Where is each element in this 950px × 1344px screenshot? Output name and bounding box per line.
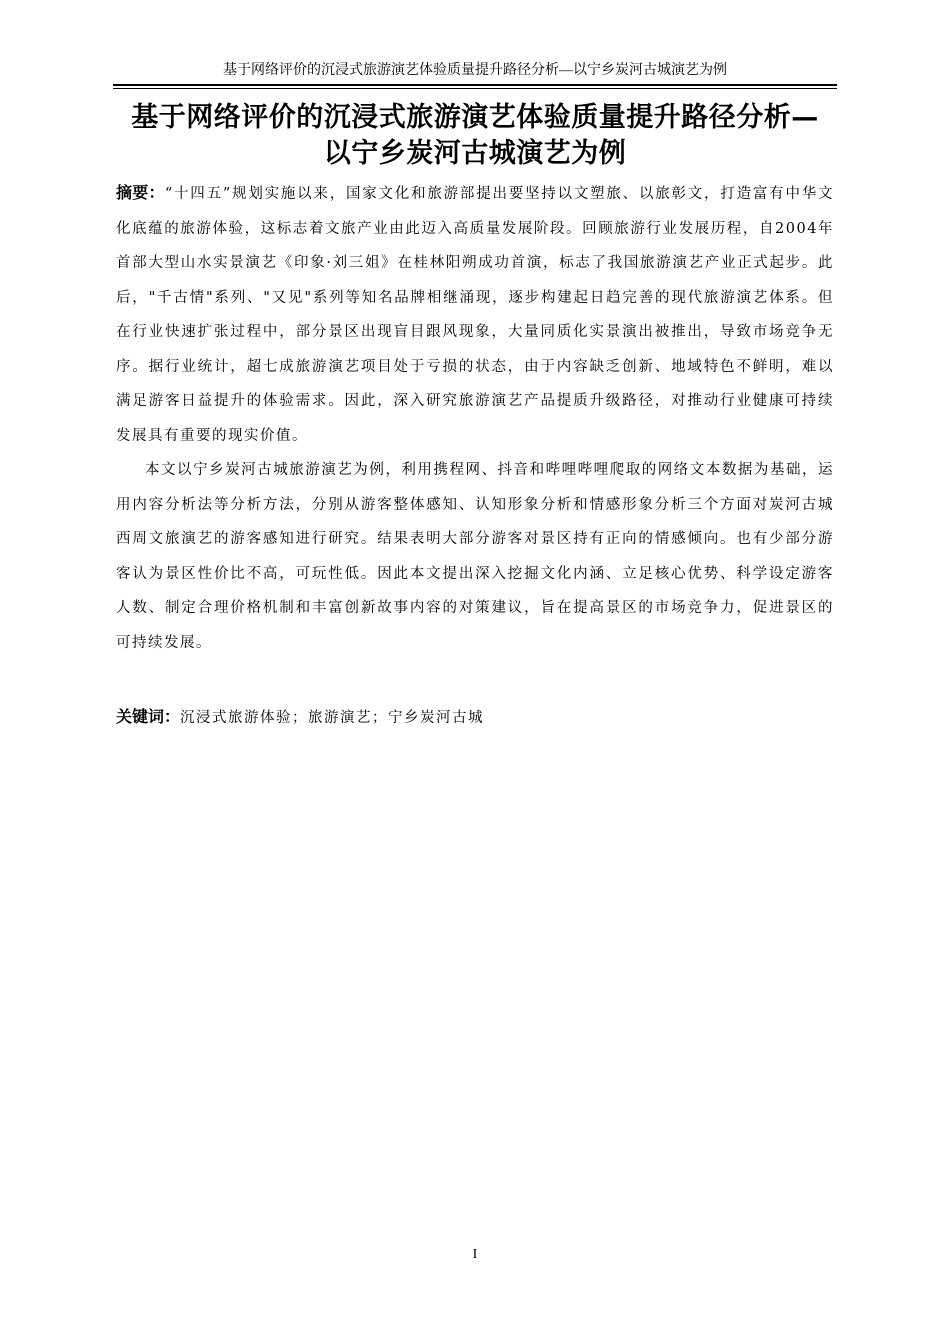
- paper-title-line-2: 以宁乡炭河古城演艺为例: [323, 138, 627, 169]
- header-rule-thick: [113, 84, 837, 86]
- header-rule-thin: [113, 88, 837, 89]
- paper-title-line-1: 基于网络评价的沉浸式旅游演艺体验质量提升路径分析—: [131, 102, 819, 133]
- abstract-label: 摘要：: [116, 183, 165, 202]
- abstract-paragraph-1-text: “十四五”规划实施以来，国家文化和旅游部提出要坚持以文塑旅、以旅彰文，打造富有中华文化底蕴的旅游体验，这标志着文旅产业由此迈入高质量发展阶段。回顾旅游行业发展历程，自2004年首部大型山水实景演艺《印象·刘三姐》在桂林阳朔成功首演，标志了我国旅游演艺产业正式起步。此后，"千古情"系列、"又见"系列等知名品牌相继涌现，逐步构建起日趋完善的现代旅游演艺体系。但在行业快速扩张过程中，部分景区出现盲目跟风现象，大量同质化实景演出被推出，导致市场竞争无序。据行业统计，超七成旅游演艺项目处于亏损的状态，由于内容缺乏创新、地域特色不鲜明，难以满足游客日益提升的体验需求。因此，深入研究旅游演艺产品提质升级路径，对推动行业健康可持续发展具有重要的现实价值。: [116, 186, 834, 444]
- paper-title: [105, 100, 845, 172]
- keywords-text: 沉浸式旅游体验；旅游演艺；宁乡炭河古城: [180, 710, 485, 726]
- keywords: [116, 702, 834, 733]
- abstract-paragraph-1: [116, 176, 834, 453]
- keywords-label: 关键词：: [116, 707, 181, 726]
- page-number: I: [472, 1247, 478, 1262]
- abstract-paragraph-2: 本文以宁乡炭河古城旅游演艺为例，利用携程网、抖音和哔哩哔哩爬取的网络文本数据为基础，运用内容分析法等分析方法，分别从游客整体感知、认知形象分析和情感形象分析三个方面对炭河古城西周文旅演艺的游客感知进行研究。结果表明大部分游客对景区持有正向的情感倾向。也有少部分游客认为景区性价比不高，可玩性低。因此本文提出深入挖掘文化内涵、立足核心优势、科学设定游客人数、制定合理价格机制和丰富创新故事内容的对策建议，旨在提高景区的市场竞争力，促进景区的可持续发展。: [116, 462, 834, 651]
- running-header: 基于网络评价的沉浸式旅游演艺体验质量提升路径分析—以宁乡炭河古城演艺为例: [223, 63, 727, 78]
- abstract: [116, 176, 834, 660]
